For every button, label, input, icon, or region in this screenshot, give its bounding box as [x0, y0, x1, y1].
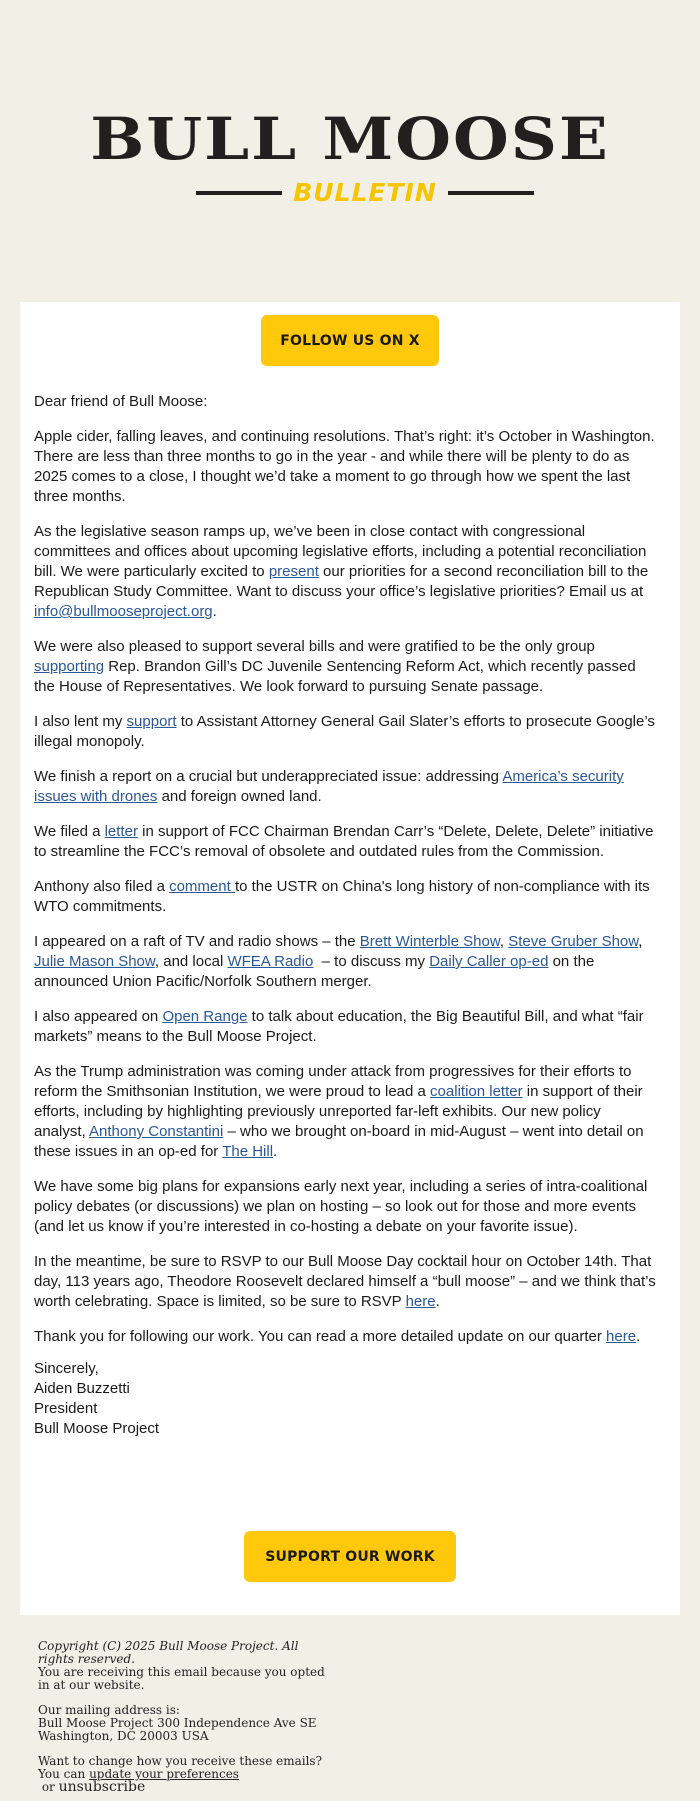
text: I also lent my	[34, 713, 127, 730]
coalition-letter-link[interactable]: coalition letter	[430, 1083, 523, 1100]
copyright: Copyright (C) 2025 Bull Moose Project. All rights reserved.	[38, 1639, 299, 1666]
support-link[interactable]: support	[126, 713, 177, 730]
rsvp-link[interactable]: here	[405, 1293, 436, 1310]
footer-address	[38, 1704, 338, 1743]
text: We filed a	[34, 823, 105, 840]
paragraph-rsvp	[34, 1252, 656, 1312]
signoff-name: Aiden Buzzetti	[34, 1380, 130, 1397]
open-range-link[interactable]: Open Range	[162, 1008, 248, 1025]
drones-report-link[interactable]: America’s security issues with drones	[34, 768, 624, 805]
text: and foreign owned land.	[157, 788, 322, 805]
follow-us-button[interactable]: FOLLOW US ON X	[261, 315, 439, 366]
supporting-link[interactable]: supporting	[34, 658, 105, 675]
support-our-work-button[interactable]: SUPPORT OUR WORK	[244, 1531, 456, 1582]
brett-winterble-link[interactable]: Brett Winterble Show	[359, 933, 500, 950]
footer	[38, 1640, 338, 1794]
update-preferences-link[interactable]: update your preferences	[89, 1767, 239, 1781]
text: Anthony also filed a	[34, 878, 170, 895]
anthony-constantini-link[interactable]: Anthony Constantini	[89, 1123, 224, 1140]
text: .	[212, 603, 217, 620]
text: .	[636, 1328, 641, 1345]
daily-caller-link[interactable]: Daily Caller op-ed	[429, 953, 549, 970]
text: Thank you for following our work. You can read a more detailed update on our quarter	[34, 1328, 607, 1345]
paragraph-ustr	[34, 877, 656, 917]
text: to Assistant Attorney General Gail Slater’s efforts to prosecute Google’s illegal monopoly.	[34, 713, 655, 750]
paragraph-open-range	[34, 1007, 656, 1047]
change-question: Want to change how you receive these emails?	[38, 1754, 323, 1768]
text: .	[435, 1293, 440, 1310]
text: our priorities for a second reconciliation bill to the Republican Study Committee. Want to discuss your office’s legislative priorities? Email us at	[34, 563, 649, 600]
footer-legal	[38, 1640, 338, 1692]
text: ,	[638, 933, 643, 950]
mailing-label: Our mailing address is:	[38, 1703, 180, 1717]
text: We finish a report on a crucial but underappreciated issue: addressing	[34, 768, 503, 785]
greeting: Dear friend of Bull Moose:	[34, 393, 208, 410]
text: As the Trump administration was coming under attack from progressives for their efforts to reform the Smithsonian Institution, we were proud to lead a	[34, 1063, 632, 1100]
text: ,	[499, 933, 509, 950]
logo-rule-left	[196, 191, 282, 195]
text: in support of FCC Chairman Brendan Carr’s “Delete, Delete, Delete” initiative to streamline the FCC’s removal of obsolete and outdated rules from the Commission.	[34, 823, 654, 860]
or-text: or	[38, 1780, 59, 1794]
logo-title: BULL MOOSE	[90, 105, 610, 174]
quarter-update-link[interactable]: here	[606, 1328, 637, 1345]
preferences-line	[38, 1768, 338, 1794]
julie-mason-link[interactable]: Julie Mason Show	[34, 953, 155, 970]
header	[0, 0, 700, 302]
logo-rule-right	[448, 191, 534, 195]
text: As the legislative season ramps up, we’ve been in close contact with congressional committees and offices about upcoming legislative efforts, including a potential reconciliation bill. We were particularly excited to	[34, 523, 647, 580]
receiving-notice: You are receiving this email because you opted in at our website.	[38, 1665, 325, 1692]
present-link[interactable]: present	[268, 563, 319, 580]
text: to the USTR on China's long history of non-compliance with its WTO commitments.	[34, 878, 650, 915]
letter-link[interactable]: letter	[104, 823, 138, 840]
address-line-2: Washington, DC 20003 USA	[38, 1729, 209, 1743]
text: In the meantime, be sure to RSVP to our Bull Moose Day cocktail hour on October 14th. That day, 113 years ago, Theodore Roosevelt declared himself a “bull moose” – and we think that’s worth celebrating. Space is limited, so be sure to RSVP	[34, 1253, 656, 1310]
text: I also appeared on	[34, 1008, 163, 1025]
letter-body	[34, 392, 656, 1454]
text: in support of their efforts, including by highlighting previously unreported far-left exhibits. Our new policy analyst,	[34, 1083, 643, 1140]
unsubscribe-link[interactable]: unsubscribe	[58, 1779, 146, 1795]
text: – to discuss my	[313, 953, 430, 970]
signoff-org: Bull Moose Project	[34, 1420, 160, 1437]
paragraph-intro: Apple cider, falling leaves, and continuing resolutions. That’s right: it’s October in Washington. There are less than three months to go in the year - and while there will be plenty to do as 2025 comes to a close, I thought we’d take a moment to go through how we spent the last three months.	[34, 428, 655, 505]
signoff	[34, 1359, 656, 1439]
text: I appeared on a raft of TV and radio shows – the	[34, 933, 360, 950]
paragraph-google	[34, 712, 656, 752]
signoff-line: Sincerely,	[34, 1360, 99, 1377]
paragraph-plans: We have some big plans for expansions early next year, including a series of intra-coalitional policy debates (or discussions) we plan on hosting – so look out for those and more events (and let us know if you’re interested in co-hosting a debate on your favorite issue).	[34, 1178, 648, 1235]
signoff-title: President	[34, 1400, 98, 1417]
comment-link[interactable]: comment	[169, 878, 235, 895]
you-can-text: You can	[38, 1767, 90, 1781]
paragraph-legislative	[34, 522, 656, 622]
text: Rep. Brandon Gill’s DC Juvenile Sentencing Reform Act, which recently passed the House of Representatives. We look forward to pursuing Senate passage.	[34, 658, 636, 695]
text: to talk about education, the Big Beautiful Bill, and what “fair markets” means to the Bull Moose Project.	[34, 1008, 644, 1045]
steve-gruber-link[interactable]: Steve Gruber Show	[508, 933, 639, 950]
text: on the announced Union Pacific/Norfolk Southern merger.	[34, 953, 595, 990]
logo-subtitle: BULLETIN	[293, 178, 437, 207]
email-link[interactable]: info@bullmooseproject.org	[34, 603, 213, 620]
text: We were also pleased to support several bills and were gratified to be the only group	[34, 638, 595, 655]
logo-subtitle-row	[196, 180, 534, 205]
content-card	[20, 302, 680, 1615]
paragraph-thanks	[34, 1327, 656, 1347]
text: .	[273, 1143, 278, 1160]
footer-preferences	[38, 1755, 338, 1794]
paragraph-fcc	[34, 822, 656, 862]
text: – who we brought on-board in mid-August – went into detail on these issues in an op-ed for	[34, 1123, 644, 1160]
the-hill-link[interactable]: The Hill	[222, 1143, 274, 1160]
text: , and local	[154, 953, 228, 970]
paragraph-smithsonian	[34, 1062, 656, 1162]
paragraph-drones	[34, 767, 656, 807]
address-line-1: Bull Moose Project 300 Independence Ave SE	[38, 1716, 317, 1730]
wfea-radio-link[interactable]: WFEA Radio	[227, 953, 314, 970]
paragraph-media	[34, 932, 656, 992]
paragraph-bills	[34, 637, 656, 697]
